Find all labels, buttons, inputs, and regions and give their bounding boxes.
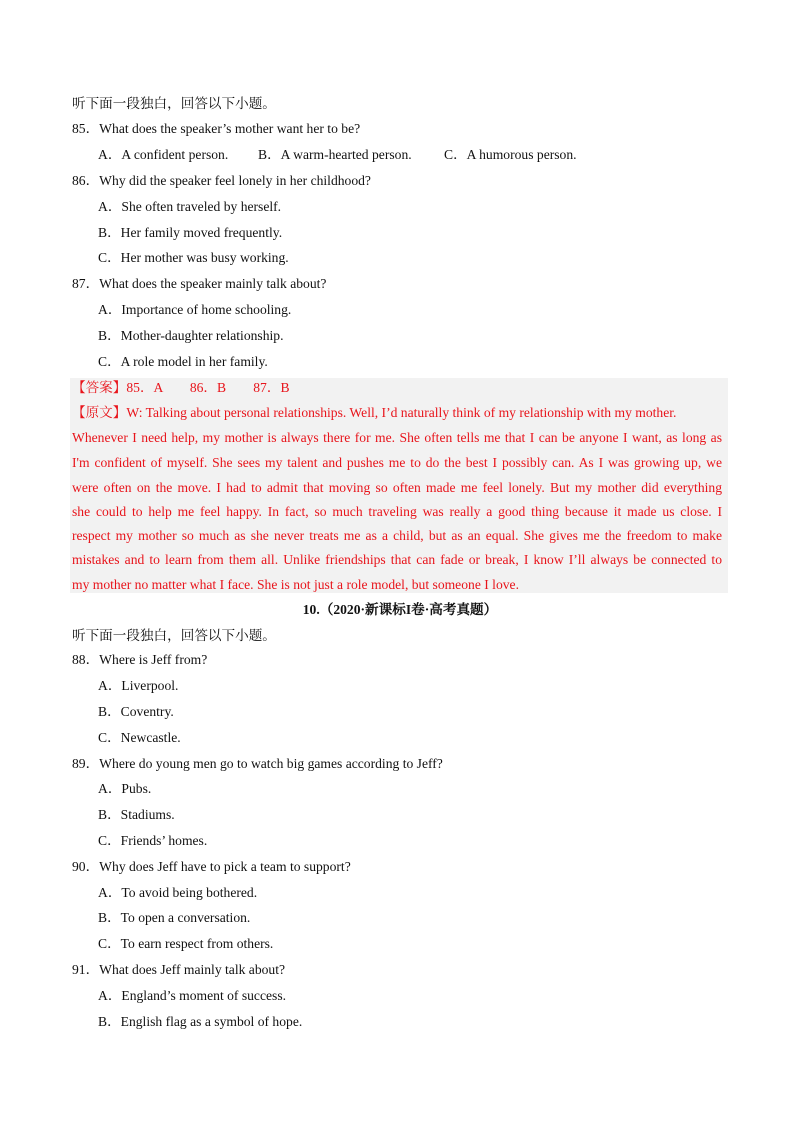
option-87-b: B．Mother-daughter relationship. <box>98 328 284 343</box>
transcript-text-7: mistakes and to learn from them all. Unlike friendships that can fade or break, I know I’ll always be connected to <box>72 552 722 567</box>
option-86-c: C．Her mother was busy working. <box>98 250 289 265</box>
transcript-line-4 <box>72 479 722 497</box>
answer-line <box>72 379 290 397</box>
option-87-c: C．A role model in her family. <box>98 354 268 369</box>
transcript-text-4: were often on the move. I had to admit that moving so often made me feel lonely. But my mother did everything <box>72 480 722 495</box>
question-87: 87．What does the speaker mainly talk about? <box>72 276 327 291</box>
transcript-text-1: W: Talking about personal relationships. Well, I’d naturally think of my relationship with my mother. <box>126 405 677 420</box>
question-85: 85．What does the speaker’s mother want her to be? <box>72 121 361 136</box>
option-90-a: A．To avoid being bothered. <box>98 885 258 900</box>
transcript-tag: 【原文】 <box>72 405 127 420</box>
option-88-a: A．Liverpool. <box>98 678 179 693</box>
option-89-a: A．Pubs. <box>98 781 152 796</box>
section-heading: 10.（2020·新课标I卷·高考真题） <box>302 602 498 617</box>
transcript-text-5: she could to help me feel happy. In fact, so much traveling was really a good thing because it made us close. I <box>72 504 722 519</box>
option-85-c: C．A humorous person. <box>444 147 577 162</box>
transcript-line-5 <box>72 503 722 521</box>
question-86: 86．Why did the speaker feel lonely in her childhood? <box>72 173 371 188</box>
option-90-c: C．To earn respect from others. <box>98 936 274 951</box>
option-86-b: B．Her family moved frequently. <box>98 225 283 240</box>
option-86-a: A．She often traveled by herself. <box>98 199 282 214</box>
transcript-line-1 <box>72 404 728 422</box>
option-88-c: C．Newcastle. <box>98 730 181 745</box>
transcript-line-8: my mother no matter what I face. She is not just a role model, but someone I love. <box>72 577 519 592</box>
section-instruction-2: 听下面一段独白，回答以下小题。 <box>72 628 276 643</box>
option-89-b: B．Stadiums. <box>98 807 175 822</box>
question-88: 88．Where is Jeff from? <box>72 652 208 667</box>
answer-text: 85．A 86．B 87．B <box>126 380 290 395</box>
transcript-line-2 <box>72 429 722 447</box>
option-85-b: B．A warm-hearted person. <box>258 147 412 162</box>
transcript-line-7 <box>72 551 722 569</box>
option-89-c: C．Friends’ homes. <box>98 833 208 848</box>
answer-tag: 【答案】 <box>72 380 127 395</box>
option-85-a: A．A confident person. <box>98 147 229 162</box>
option-87-a: A．Importance of home schooling. <box>98 302 292 317</box>
transcript-line-3 <box>72 454 722 472</box>
option-91-b: B．English flag as a symbol of hope. <box>98 1014 303 1029</box>
transcript-text-2: Whenever I need help, my mother is always there for me. She often tells me that I can be anyone I want, as long as <box>72 430 722 445</box>
transcript-text-3: I'm confident of myself. She sees my talent and pushes me to do the best I possibly can. As I was growing up, we <box>72 455 722 470</box>
question-90: 90．Why does Jeff have to pick a team to support? <box>72 859 351 874</box>
question-91: 91．What does Jeff mainly talk about? <box>72 962 286 977</box>
option-91-a: A．England’s moment of success. <box>98 988 287 1003</box>
option-88-b: B．Coventry. <box>98 704 174 719</box>
transcript-text-6: respect my mother so much as she never treats me as a child, but as an equal. She gives me the freedom to make <box>72 528 722 543</box>
section-instruction: 听下面一段独白，回答以下小题。 <box>72 96 276 111</box>
transcript-line-6 <box>72 527 722 545</box>
option-90-b: B．To open a conversation. <box>98 910 251 925</box>
question-89: 89．Where do young men go to watch big games according to Jeff? <box>72 756 443 771</box>
